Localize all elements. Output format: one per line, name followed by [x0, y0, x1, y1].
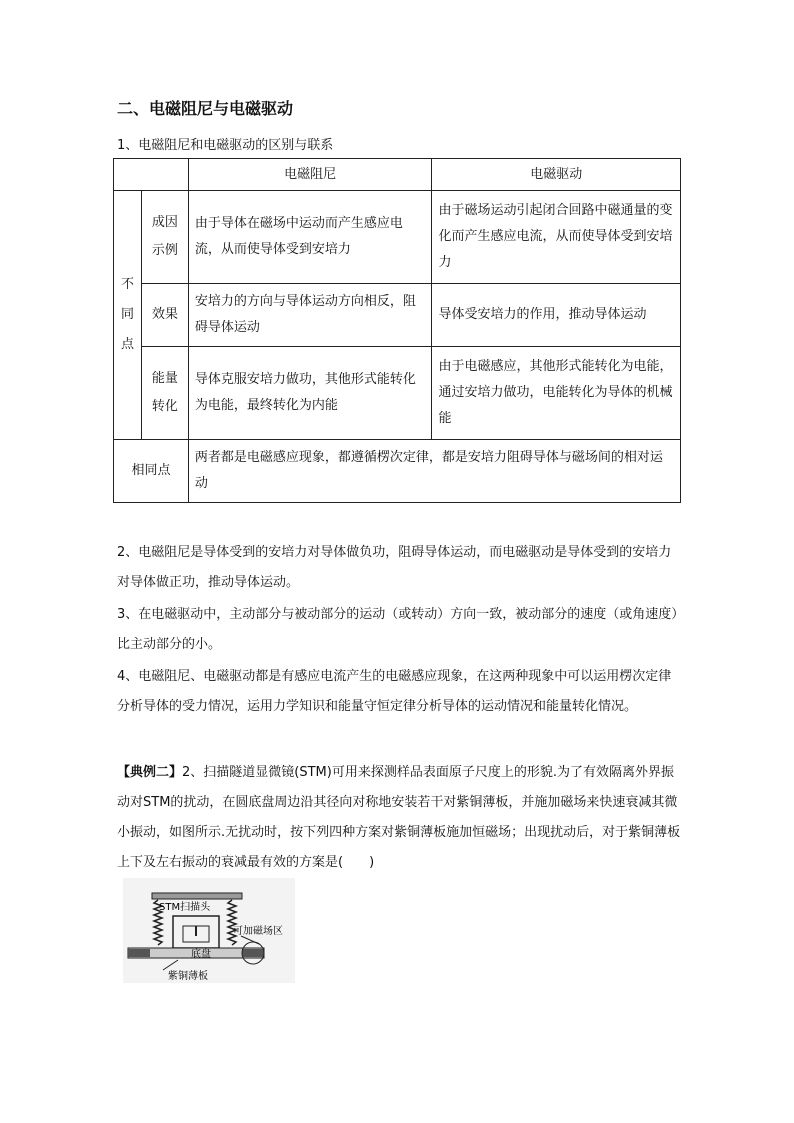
- section-title: 二、电磁阻尼与电磁驱动: [117, 99, 294, 118]
- cell-damping: 由于导体在磁场中运动而产生感应电流，从而使导体受到安培力: [188, 191, 432, 284]
- right-copper-plate: [242, 949, 264, 957]
- same-label: 相同点: [114, 440, 189, 503]
- row-label: 成因示例: [141, 191, 188, 284]
- same-text: 两者都是电磁感应现象，都遵循楞次定律，都是安培力阻碍导体与磁场间的相对运动: [188, 440, 680, 503]
- point-3: 3、在电磁驱动中，主动部分与被动部分的运动（或转动）方向一致，被动部分的速度（或角速度）比主动部分的小。: [117, 607, 678, 652]
- example-text: 2、扫描隧道显微镜(STM)可用来探测样品表面原子尺度上的形貌.为了有效隔离外界振动对STM的扰动，在圆底盘周边沿其径向对称地安装若干对紫铜薄板，并施加磁场来快速衰减其微小振动，如图所示.无扰动时，按下列四种方案对紫铜薄板施加恒磁场；出现扰动后，对于紫铜薄板上下及左右振动的衰减最有效的方案是( ): [117, 765, 681, 870]
- point-4: 4、电磁阻尼、电磁驱动都是有感应电流产生的电磁感应现象，在这两种现象中可以运用楞次定律分析导体的受力情况，运用力学知识和能量守恒定律分析导体的运动情况和能量转化情况。: [117, 669, 672, 714]
- label-field: 可加磁场区: [233, 926, 283, 937]
- label-stm: STM扫描头: [159, 902, 211, 913]
- row-label: 效果: [141, 284, 188, 347]
- table-row: [114, 440, 681, 503]
- example-tag: 【典例二】: [117, 765, 183, 780]
- table-row: [114, 347, 681, 440]
- table-row: [114, 284, 681, 347]
- cell-damping: 导体克服安培力做功，其他形式能转化为电能，最终转化为内能: [188, 347, 432, 440]
- cell-drive: 由于磁场运动引起闭合回路中磁通量的变化而产生感应电流，从而使导体受到安培力: [432, 191, 681, 284]
- cell-damping: 安培力的方向与导体运动方向相反，阻碍导体运动: [188, 284, 432, 347]
- table-row: [114, 191, 681, 284]
- cell-drive: 由于电磁感应，其他形式能转化为电能，通过安培力做功，电能转化为导体的机械能: [432, 347, 681, 440]
- example-paragraph: [117, 758, 684, 878]
- group-diff-label: [114, 191, 142, 440]
- group-diff-text: 不同点: [120, 277, 134, 352]
- point-2: 2、电磁阻尼是导体受到的安培力对导体做负功，阻碍导体运动，而电磁驱动是导体受到的安培力对导体做正功，推动导体运动。: [117, 545, 672, 590]
- stm-figure: [123, 878, 295, 983]
- row-label: 能量转化: [141, 347, 188, 440]
- header-damping: 电磁阻尼: [188, 159, 432, 191]
- cell-drive: 导体受安培力的作用，推动导体运动: [432, 284, 681, 347]
- header-drive: 电磁驱动: [432, 159, 681, 191]
- label-base: 底盘: [191, 949, 211, 960]
- top-frame: [152, 893, 242, 899]
- label-plate: 紫铜薄板: [168, 971, 208, 982]
- table-header-row: [114, 159, 681, 191]
- point-1: 1、电磁阻尼和电磁驱动的区别与联系: [117, 138, 334, 153]
- left-copper-plate: [128, 949, 150, 957]
- comparison-table: [113, 158, 681, 503]
